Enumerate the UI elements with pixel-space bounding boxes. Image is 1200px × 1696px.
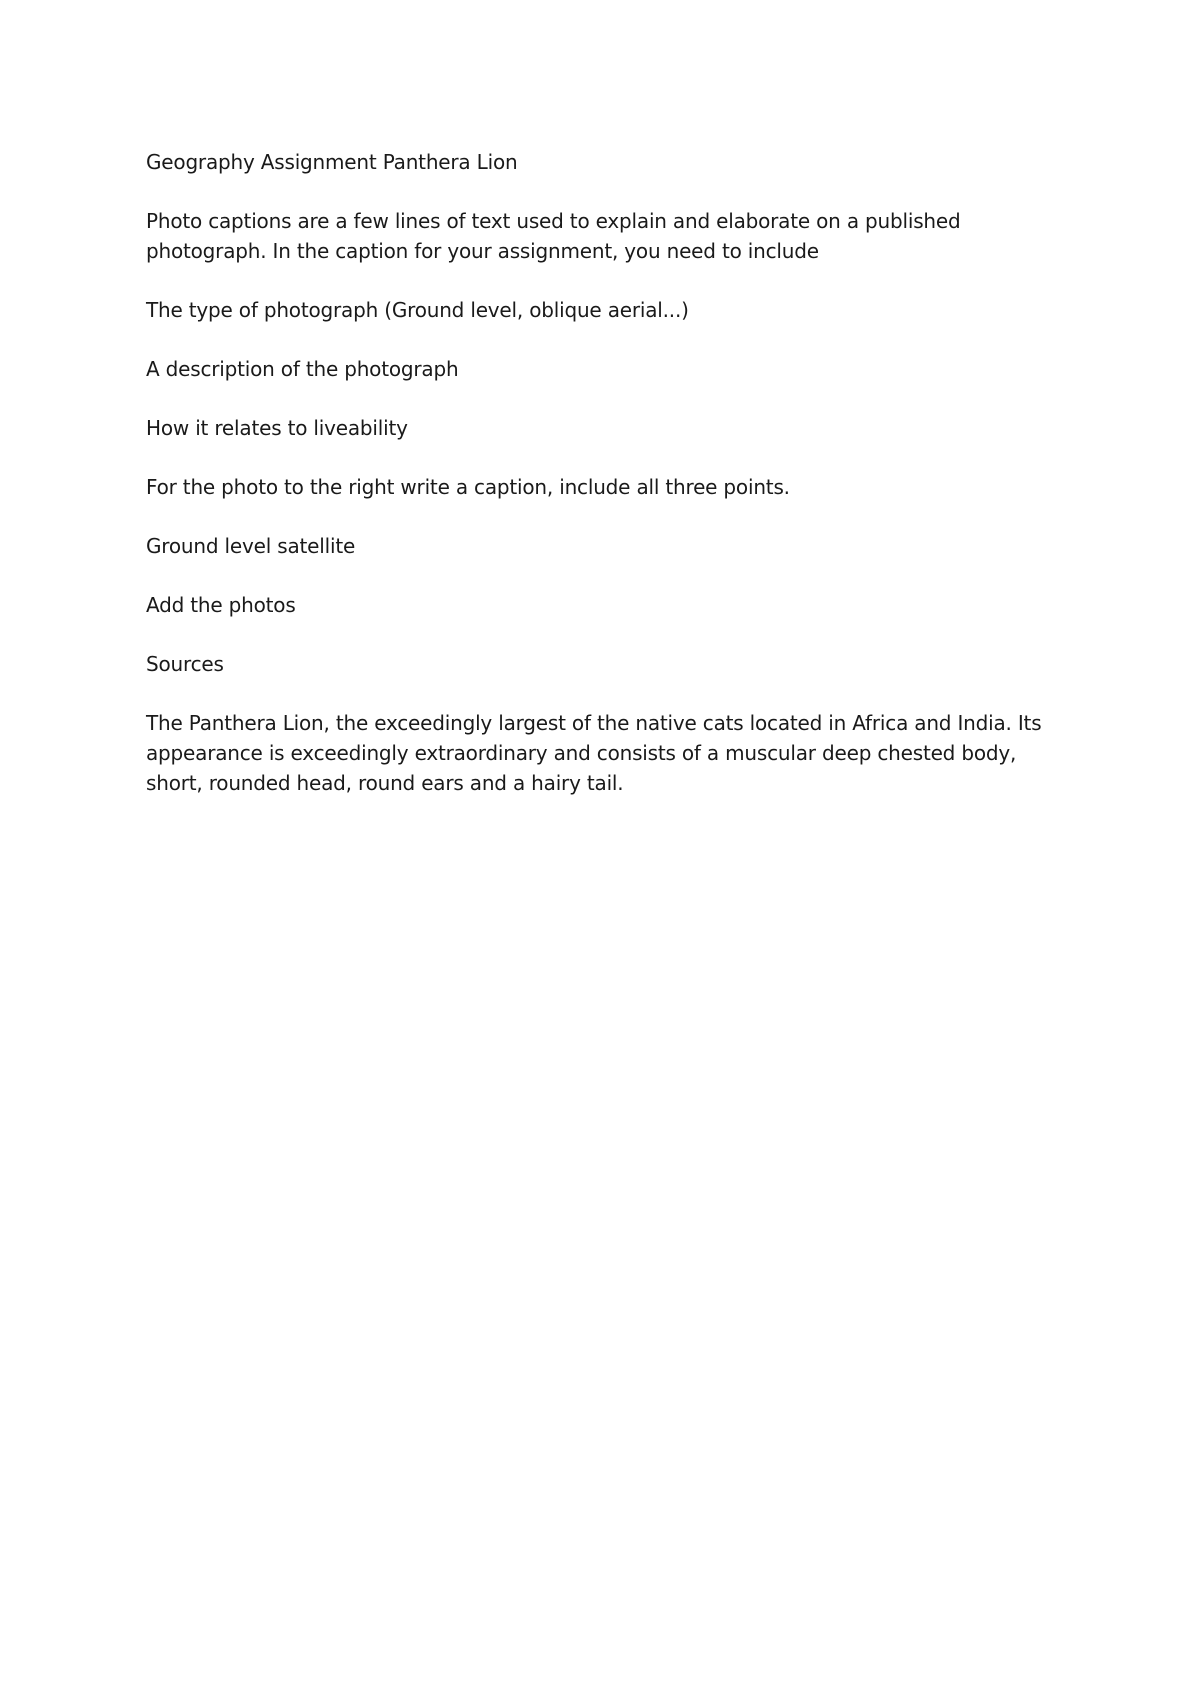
intro-paragraph: Photo captions are a few lines of text used to explain and elaborate on a published photograph. In the caption for your assignment, you need to include <box>146 209 961 263</box>
lion-description-paragraph: The Panthera Lion, the exceedingly largest of the native cats located in Africa and India. Its appearance is exceedingly extraordinary and consists of a muscular deep chested body, short, rounded head, round ears and a hairy tail. <box>146 711 1042 795</box>
add-photos-note: Add the photos <box>146 593 296 617</box>
sources-heading: Sources <box>146 652 224 676</box>
point-type-of-photograph: The type of photograph (Ground level, oblique aerial...) <box>146 298 689 322</box>
document-title: Geography Assignment Panthera Lion <box>146 150 518 174</box>
instruction-paragraph: For the photo to the right write a caption, include all three points. <box>146 475 790 499</box>
point-description: A description of the photograph <box>146 357 459 381</box>
photo-type-note: Ground level satellite <box>146 534 356 558</box>
point-liveability: How it relates to liveability <box>146 416 408 440</box>
document-body <box>146 147 1066 827</box>
